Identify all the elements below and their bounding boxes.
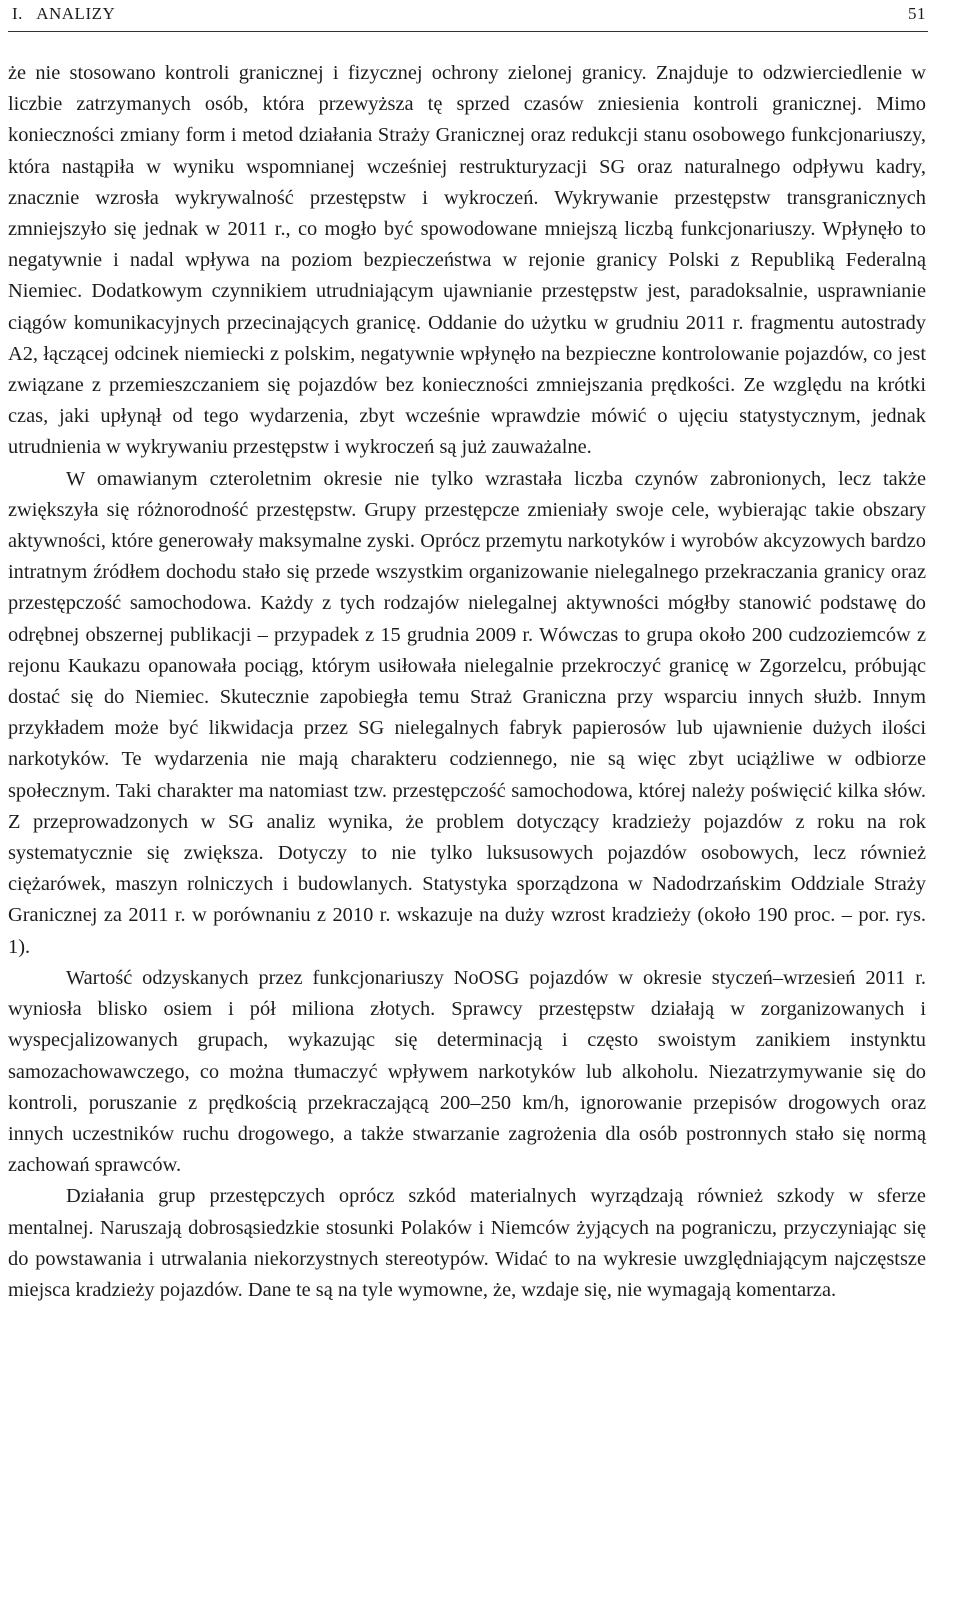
paragraph: Wartość odzyskanych przez funkcjonariuszy NoOSG pojazdów w okresie styczeń–wrzesień 2011 r. wyniosła blisko osiem i pół miliona złotych. Sprawcy przestępstw działają w zorganizowanych i wyspecjalizowanych grupach, wykazując się determinacją i często swoistym zanikiem instynktu samozachowawczego, co można tłumaczyć wpływem narkotyków lub alkoholu. Niezatrzymywanie się do kontroli, poruszanie z prędkością przekraczającą 200–250 km/h, ignorowanie przepisów drogowych oraz innych uczestników ruchu drogowego, a także stwarzanie zagrożenia dla osób postronnych stało się normą zachowań sprawców. bbox=[8, 966, 926, 1177]
paragraph: W omawianym czteroletnim okresie nie tylko wzrastała liczba czynów zabronionych, lecz także zwiększyła się różnorodność przestępstw. Grupy przestępcze zmieniały swoje cele, wybierając takie obszary aktywności, które generowały maksymalne zyski. Oprócz przemytu narkotyków i wyrobów akcyzowych bardzo intratnym źródłem dochodu stało się przede wszystkim organizowanie nielegalnego przekraczania granicy oraz przestępczość samochodowa. Każdy z tych rodzajów nielegalnej aktywności mógłby stanowić podstawę do odrębnej obszernej publikacji – przypadek z 15 grudnia 2009 r. Wówczas to grupa około 200 cudzoziemców z rejonu Kaukazu opanowała pociąg, którym usiłowała nielegalnie przekroczyć granicę w Zgorzelcu, próbując dostać się do Niemiec. Skutecznie zapobiegła temu Straż Graniczna przy wsparciu innych służb. Innym przykładem może być likwidacja przez SG nielegalnych fabryk papierosów lub ujawnienie dużych ilości narkotyków. Te wydarzenia nie mają charakteru codziennego, nie są więc zbyt uciążliwe w odbiorze społecznym. Taki charakter ma natomiast tzw. przestępczość samochodowa, której należy poświęcić kilka słów. Z przeprowadzonych w SG analiz wynika, że problem dotyczący kradzieży pojazdów z roku na rok systematycznie się zwiększa. Dotyczy to nie tylko luksusowych pojazdów osobowych, lecz również ciężarówek, maszyn rolniczych i budowlanych. Statystyka sporządzona w Nadodrzańskim Oddziale Straży Granicznej za 2011 r. w porównaniu z 2010 r. wskazuje na duży wzrost kradzieży (około 190 proc. – por. rys. 1). bbox=[8, 467, 926, 958]
body-text bbox=[8, 58, 926, 1306]
paragraph: Działania grup przestępczych oprócz szkód materialnych wyrządzają również szkody w sferze mentalnej. Naruszają dobrosąsiedzkie stosunki Polaków i Niemców żyjących na pograniczu, przyczyniając się do powstawania i utrwalania niekorzystnych stereotypów. Widać to na wykresie uwzględniającym najczęstsze miejsca kradzieży pojazdów. Dane te są na tyle wymowne, że, wzdaje się, nie wymagają komentarza. bbox=[8, 1185, 926, 1301]
page-number: 51 bbox=[908, 4, 926, 23]
running-header bbox=[8, 0, 928, 32]
section-title: I. ANALIZY bbox=[12, 4, 116, 23]
paragraph: że nie stosowano kontroli granicznej i fizycznej ochrony zielonej granicy. Znajduje to odzwierciedlenie w liczbie zatrzymanych osób, która przewyższa tę sprzed czasów zniesienia kontroli granicznej. Mimo konieczności zmiany form i metod działania Straży Granicznej oraz redukcji stanu osobowego funkcjonariuszy, która nastąpiła w wyniku wspomnianej wcześniej restrukturyzacji SG oraz naturalnego odpływu kadry, znacznie wzrosła wykrywalność przestępstw i wykroczeń. Wykrywanie przestępstw transgranicznych zmniejszyło się jednak w 2011 r., co mogło być spowodowane mniejszą liczbą funkcjonariuszy. Wpłynęło to negatywnie i nadal wpływa na poziom bezpieczeństwa w rejonie granicy Polski z Republiką Federalną Niemiec. Dodatkowym czynnikiem utrudniającym ujawnianie przestępstw jest, paradoksalnie, usprawnianie ciągów komunikacyjnych przecinających granicę. Oddanie do użytku w grudniu 2011 r. fragmentu autostrady A2, łączącej odcinek niemiecki z polskim, negatywnie wpłynęło na bezpieczne kontrolowanie pojazdów, co jest związane z przemieszczaniem się pojazdów bez konieczności zmniejszania prędkości. Ze względu na krótki czas, jaki upłynął od tego wydarzenia, zbyt wcześnie wprawdzie mówić o ujęciu statystycznym, jednak utrudnienia w wykrywaniu przestępstw i wykroczeń są już zauważalne. bbox=[8, 62, 926, 459]
